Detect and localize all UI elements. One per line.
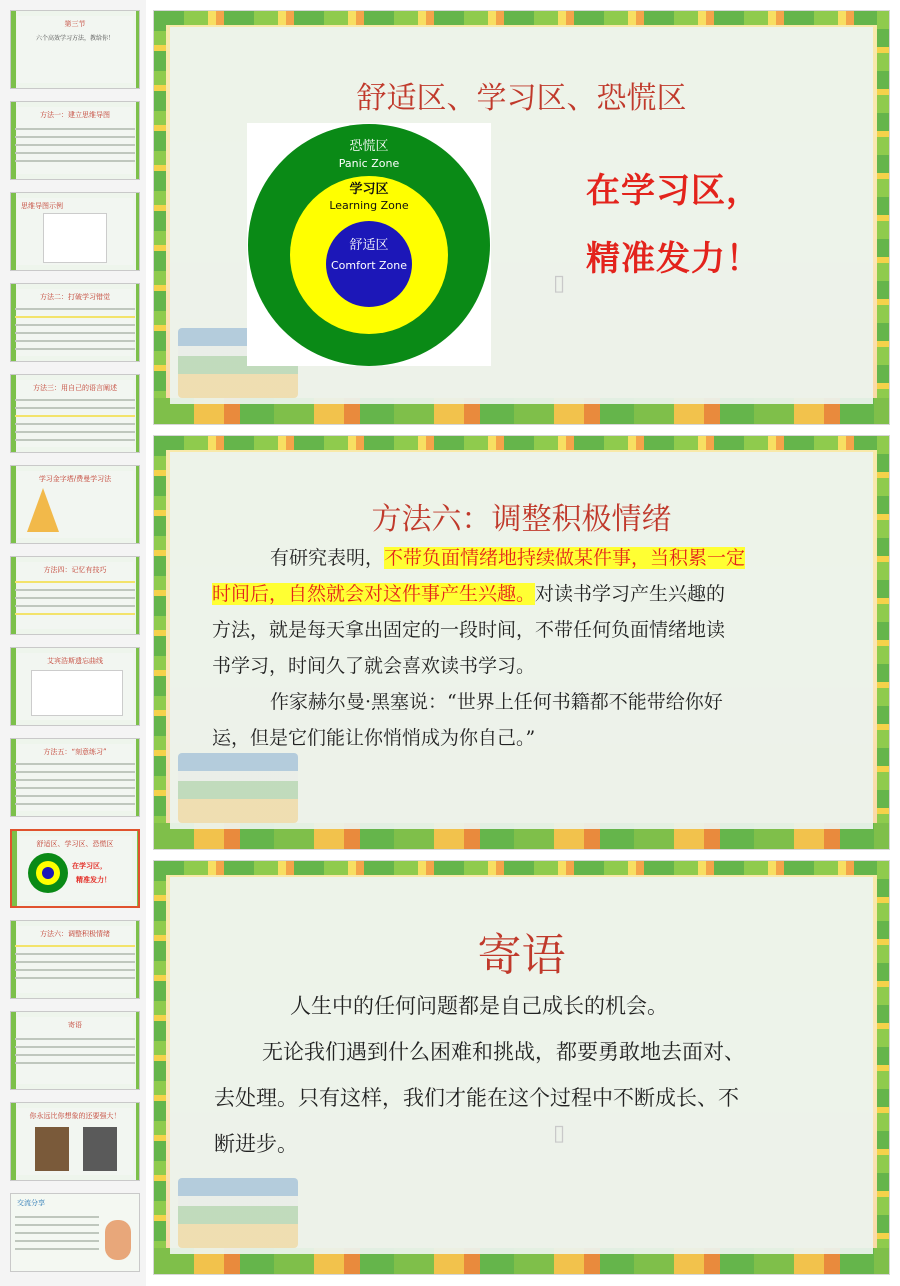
thumb-title: 方法二：打破学习错觉 [40,293,110,301]
watermark-icon: ▯ [552,1121,566,1146]
method-six-paragraph-2: 作家赫尔曼·黑塞说：“世界上任何书籍都不能带给你好 运，但是它们能让你悄悄成为你自己。” [212,691,723,749]
slide-thumb-9[interactable] [10,738,140,817]
pyramid-graphic [27,488,59,532]
comfort-zone-cn: 舒适区 [349,238,389,253]
slide-thumb-10-selected[interactable] [10,829,140,908]
books-illustration [178,1178,298,1248]
slide-thumb-3[interactable] [10,192,140,271]
slogan-line-1: 在学习区， [586,171,761,211]
thumb-title: 艾宾浩斯遗忘曲线 [47,657,103,665]
watermark-icon: ▯ [552,271,566,296]
thumb-note: 精准发力！ [76,875,111,884]
slide-method-six[interactable] [153,435,890,850]
thumb-title: 你永远比你想象的还要强大！ [29,1112,121,1120]
slide-title: 舒适区、学习区、恐慌区 [356,81,687,116]
thumb-title: 方法三：用自己的语言阐述 [33,384,117,392]
thumb-title: 学习金字塔/费曼学习法 [38,475,112,483]
thumb-title: 方法六：调整积极情绪 [40,930,110,938]
slide-closing-message[interactable] [153,860,890,1275]
learning-zone-en: Learning Zone [329,199,409,212]
slide-comfort-learning-panic[interactable] [153,10,890,425]
reader-illustration [105,1220,131,1260]
slide-thumb-4[interactable] [10,283,140,362]
slogan-line-2: 精准发力！ [586,239,761,279]
photo-image [35,1127,69,1171]
mindmap-image [43,213,107,263]
zone-diagram [247,123,491,366]
slide-title: 方法六：调整积极情绪 [371,502,672,537]
thumb-title: 交流分享 [17,1199,45,1207]
thumb-title: 思维导图示例 [21,202,63,210]
highlight-text: 不带负面情绪地持续做某件事，当积累一定 [384,547,746,569]
learning-zone-cn: 学习区 [349,182,389,197]
thumb-title: 方法四：记忆有技巧 [43,566,107,574]
thumb-note: 在学习区， [72,861,107,870]
method-six-paragraph-1: 有研究表明，不带负面情绪地持续做某件事，当积累一定 时间后，自然就会对这件事产生兴趣。对读书学习产生兴趣的 方法，就是每天拿出固定的一段时间，不带任何负面情绪地读 书学习，时间久了就会喜欢读书学习。 [212,547,746,677]
thumb-title: 舒适区、学习区、恐慌区 [36,840,114,848]
slide-title: 寄语 [477,930,566,981]
thumb-title: 方法五：“刻意练习” [43,748,107,756]
books-illustration [178,753,298,823]
slide-thumb-8[interactable] [10,647,140,726]
slide-thumb-11[interactable] [10,920,140,999]
slide-thumb-2[interactable] [10,101,140,180]
slide-thumb-6[interactable] [10,465,140,544]
slide-thumb-12[interactable] [10,1011,140,1090]
highlight-text: 时间后，自然就会对这件事产生兴趣。 [212,583,536,605]
slide-thumb-1[interactable] [10,10,140,89]
forgetting-curve-graphic [31,670,123,716]
thumb-title: 第三节 [64,20,86,28]
slide-thumb-14[interactable] [10,1193,140,1272]
slide-thumbnail-panel [0,0,146,1286]
slide-thumb-13[interactable] [10,1102,140,1181]
thumb-title: 寄语 [68,1021,82,1029]
slide-thumb-7[interactable] [10,556,140,635]
closing-paragraph: 人生中的任何问题都是自己成长的机会。 无论我们遇到什么困难和挑战，都要勇敢地去面对、 去处理。只有这样，我们才能在这个过程中不断成长、不 断进步。 [214,994,745,1156]
thumb-subtitle: 六个高效学习方法，教给你！ [35,35,114,42]
photo-image [83,1127,117,1171]
comfort-zone-en: Comfort Zone [330,259,408,272]
panic-zone-cn: 恐慌区 [349,139,389,154]
zone-rings-mini [28,853,68,893]
panic-zone-en: Panic Zone [338,157,400,170]
slide-thumb-5[interactable] [10,374,140,453]
thumb-title: 方法一：建立思维导图 [40,111,110,119]
